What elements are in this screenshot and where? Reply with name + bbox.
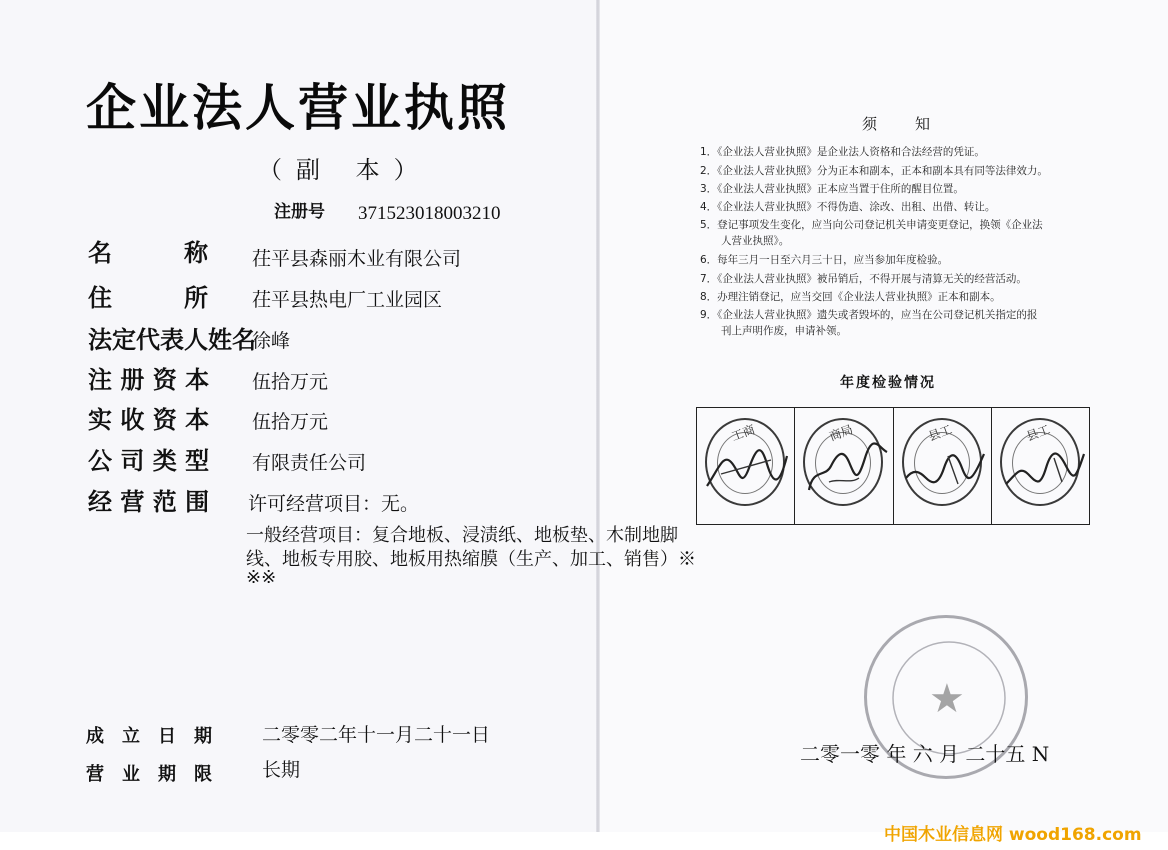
license-title: 企业法人营业执照 [86, 79, 510, 137]
field-label-representative: 法定代表人姓名 [88, 326, 256, 354]
business-scope-line: 一般经营项目：复合地板、浸渍纸、地板垫、木制地脚 [246, 525, 678, 546]
notice-item: 3．《企业法人营业执照》正本应当置于住所的醒目位置。 [700, 183, 964, 195]
inspection-title: 年度检验情况 [840, 375, 936, 391]
inspection-stamp-text: 商局 [827, 422, 856, 444]
inspection-stamp-text: 工商 [729, 422, 757, 444]
term-label: 营 业 期 限 [86, 764, 212, 785]
signature-icon [898, 438, 990, 498]
field-value-paid-capital: 伍拾万元 [252, 411, 329, 433]
notice-item: 1．《企业法人营业执照》是企业法人资格和合法经营的凭证。 [700, 146, 985, 158]
notice-item: 9．《企业法人营业执照》遗失或者毁坏的，应当在公司登记机关指定的报 [700, 309, 1038, 321]
field-value-business-scope: 许可经营项目：无。 [248, 493, 420, 515]
inspection-cell [992, 408, 1089, 524]
field-value-representative: 徐峰 [252, 330, 291, 352]
notice-item: 6．每年三月一日至六月三十日，应当参加年度检验。 [700, 254, 949, 266]
site-watermark: 中国木业信息网 wood168.com [884, 825, 1142, 845]
term-value: 长期 [262, 759, 301, 781]
notice-item: 7．《企业法人营业执照》被吊销后，不得开展与清算无关的经营活动。 [700, 273, 1027, 285]
registration-label: 注册号 [274, 202, 325, 222]
established-date: 二零零二年十一月二十一日 [262, 724, 491, 746]
signature-icon [701, 438, 793, 498]
notice-item: 8．办理注销登记，应当交回《企业法人营业执照》正本和副本。 [700, 291, 1001, 303]
notice-item: 人营业执照》。 [700, 235, 790, 247]
field-label-business-scope: 经 营 范 围 [88, 488, 210, 516]
field-label-address: 住 所 [88, 284, 208, 312]
field-label-name: 名 称 [88, 239, 208, 267]
inspection-cell [697, 408, 795, 524]
signature-icon [799, 438, 891, 498]
license-subtitle: （副 本） [258, 156, 432, 184]
registration-number: 371523018003210 [358, 203, 501, 224]
inspection-table [696, 407, 1090, 525]
business-scope-line: ※※ [246, 567, 277, 588]
notice-item: 刊上声明作废，申请补领。 [700, 325, 847, 337]
field-value-address: 茌平县热电厂工业园区 [252, 289, 443, 311]
business-scope-line: 线、地板专用胶、地板用热缩膜（生产、加工、销售）※ [246, 549, 696, 570]
field-value-company-type: 有限责任公司 [252, 452, 367, 474]
inspection-cell [795, 408, 893, 524]
inspection-cell [894, 408, 992, 524]
field-label-company-type: 公 司 类 型 [88, 447, 210, 475]
established-label: 成 立 日 期 [86, 726, 212, 747]
field-value-registered-capital: 伍拾万元 [252, 371, 329, 393]
star-icon: ★ [929, 676, 965, 722]
notice-item: 2．《企业法人营业执照》分为正本和副本，正本和副本具有同等法律效力。 [700, 165, 1048, 177]
issue-date: 二零一零 年 六 月 二十五 N [800, 742, 1050, 766]
notice-title: 须知 [862, 115, 969, 133]
notice-item: 5．登记事项发生变化，应当向公司登记机关申请变更登记，换领《企业法 [700, 219, 1043, 231]
notice-item: 4．《企业法人营业执照》不得伪造、涂改、出租、出借、转让。 [700, 201, 996, 213]
inspection-stamp-text: 县工 [1024, 422, 1052, 444]
field-label-registered-capital: 注 册 资 本 [88, 366, 210, 394]
signature-icon [996, 438, 1088, 498]
field-value-name: 茌平县森丽木业有限公司 [252, 248, 462, 270]
page-fold [596, 0, 600, 832]
inspection-stamp-text: 县工 [926, 422, 954, 444]
field-label-paid-capital: 实 收 资 本 [88, 406, 210, 434]
